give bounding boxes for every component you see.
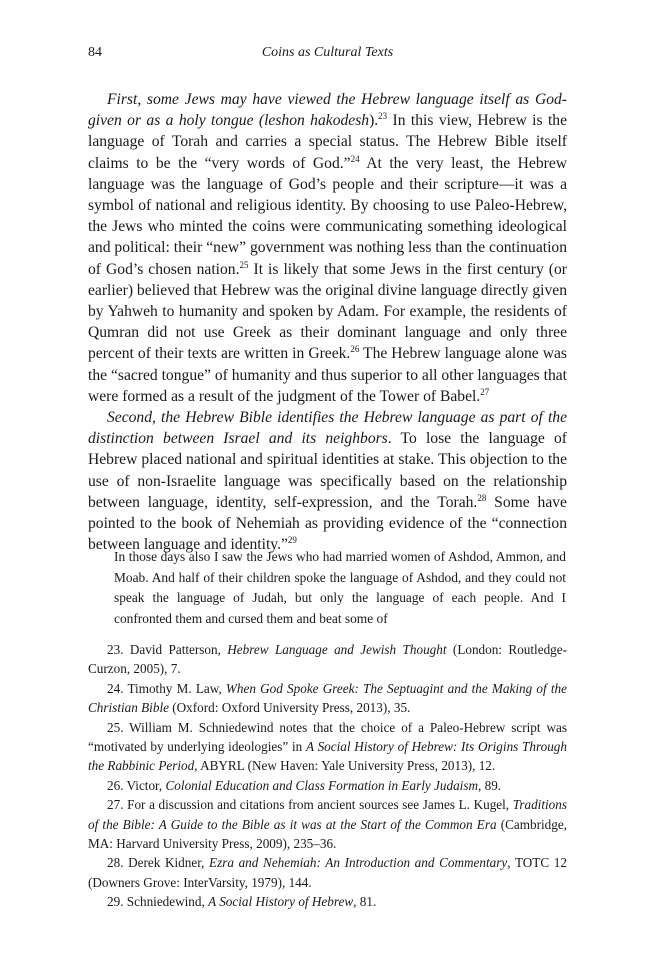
footnote-ref-24[interactable]: 24 [350, 153, 360, 164]
block-quote [114, 547, 566, 629]
footnote-25: 25. William M. Schniedewind notes that the choice of a Paleo-Hebrew script was “motivated by underlying ideologies” in A Social History of Hebrew: Its Origins Through the Rabbinic Period, ABYRL (New Haven: Yale University Press, 2013), 12. [88, 719, 567, 774]
footnote-ref-23[interactable]: 23 [378, 111, 388, 122]
footnote-27: 27. For a discussion and citations from ancient sources see James L. Kugel, Traditions of the Bible: A Guide to the Bible as it was at the Start of the Common Era (Cambridge, MA: Harvard University Press, 2009), 235–36. [88, 797, 567, 852]
hebrew-term: leshon hakodesh [264, 112, 370, 130]
footnote-23: 23. David Patterson, Hebrew Language and Jewish Thought (London: Routledge-Curzon, 2005), 7. [88, 642, 567, 677]
footnote-ref-25[interactable]: 25 [239, 259, 249, 270]
block-quote-text: In those days also I saw the Jews who had married women of Ashdod, Ammon, and Moab. And half of their children spoke the language of Ashdod, and they could not speak the language of Judah, but only the language of each people. And I confronted them and cursed them and beat some of [114, 549, 566, 626]
footnote-ref-26[interactable]: 26 [350, 344, 360, 355]
running-title: Coins as Cultural Texts [261, 45, 394, 60]
footnote-28: 28. Derek Kidner, Ezra and Nehemiah: An Introduction and Commentary, TOTC 12 (Downers Grove: InterVarsity, 1979), 144. [88, 855, 567, 890]
paragraph-first-reason: First, some Jews may have viewed the Hebrew language itself as God-given or as a holy tongue (leshon hakodesh).$^{23}$ In this view, Hebrew is the language of Torah and carries a special status. The Hebrew Bible itself claims to be the “very words of God.”$^{24}$ At the very least, the Hebrew language was the language of God’s people and their scripture—it was a symbol of national and religious identity. By choosing to use Paleo-Hebrew, the Jews who minted the coins were communicating something ideological and political: their “new” government was nothing less than the continuation of God’s chosen nation.$^{25}$ It is likely that some Jews in the first century (or earlier) believed that Hebrew was the original divine language directly given by Yahweh to humanity and spoken by Adam. For example, the residents of Qumran did not use Greek as their dominant language and only three percent of their texts are written in Greek.$^{26}$ The Hebrew language alone was the “sacred tongue” of humanity and thus superior to all other languages that were formed as a result of the judgment of the Tower of Babel.$^{27}$ [88, 91, 567, 405]
page-number: 84 [88, 45, 102, 60]
main-text [88, 89, 567, 555]
footnote-ref-27[interactable]: 27 [480, 386, 490, 397]
footnote-ref-28[interactable]: 28 [477, 492, 487, 503]
footnote-ref-29[interactable]: 29 [287, 535, 297, 546]
running-header [88, 45, 567, 65]
footnote-26: 26. Victor, Colonial Education and Class Formation in Early Judaism, 89. [107, 777, 502, 793]
paragraph-lead-italic: First, some Jews may have viewed the Hebrew language itself as God-given or as a holy tongue ( [88, 91, 567, 130]
footnotes [88, 640, 567, 912]
footnote-29: 29. Schniedewind, A Social History of Hebrew, 81. [107, 894, 377, 910]
paragraph-second-reason: Second, the Hebrew Bible identifies the Hebrew language as part of the distinction between Israel and its neighbors. To lose the language of Hebrew placed national and spiritual identities at stake. This objection to the use of non-Israelite language was specifically based on the relationship between language, identity, self-expression, and the Torah.$^{28}$ Some have pointed to the book of Nehemiah as providing evidence of the “connection between language and identity.”$^{29}$ [88, 409, 567, 554]
footnote-24: 24. Timothy M. Law, When God Spoke Greek: The Septuagint and the Making of the Christian Bible (Oxford: Oxford University Press, 2013), 35. [88, 680, 567, 716]
paragraph-lead-italic: Second, the Hebrew Bible identifies the Hebrew language as part of the distinction between Israel and its neighbors [88, 409, 567, 448]
